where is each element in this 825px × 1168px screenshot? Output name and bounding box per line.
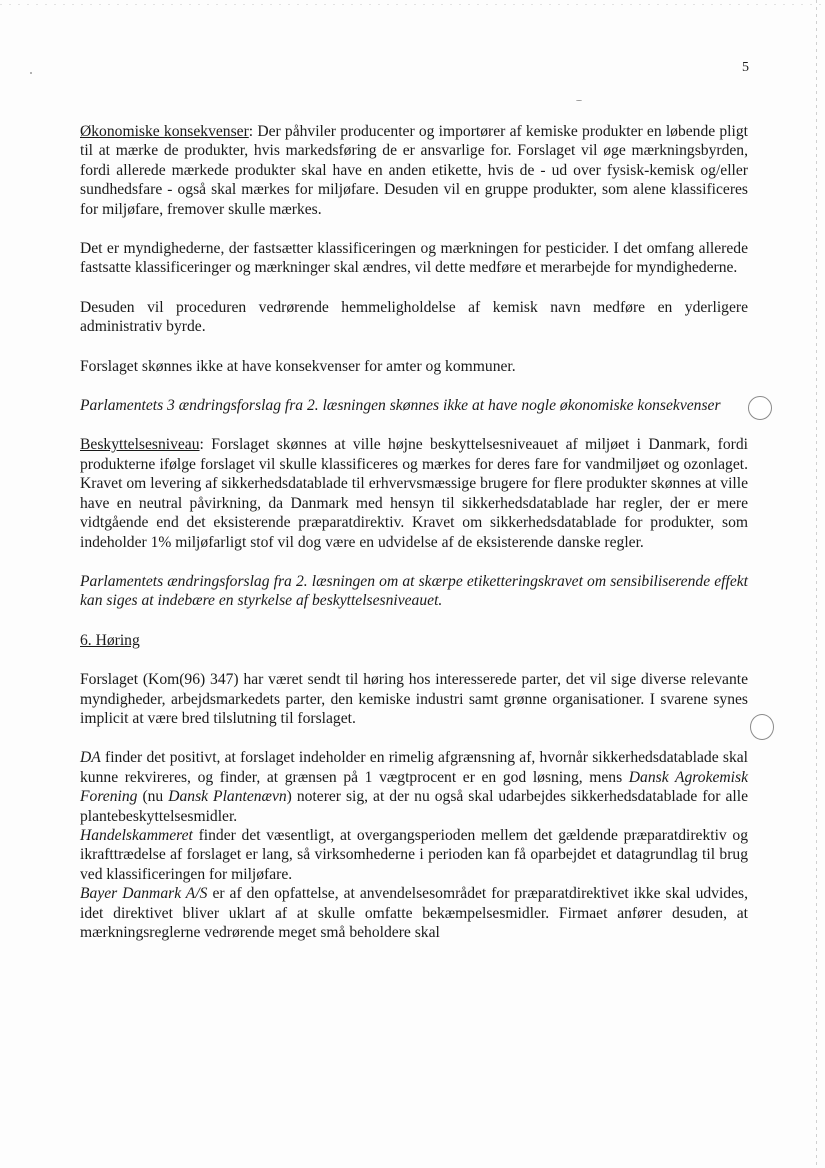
- paragraph-text: (nu: [137, 788, 169, 806]
- paragraph-protection-level: [80, 435, 748, 551]
- punch-hole-upper: [748, 396, 772, 420]
- paragraph-authorities: Det er myndighederne, der fastsætter klassificeringen og mærkningen for pesticider. I det omfang allerede fastsatte klassificeringer og mærkninger skal ændres, vil dette medføre et merarbejde for myndighederne.: [80, 240, 748, 277]
- paragraph-confidentiality: Desuden vil proceduren vedrørende hemmeligholdelse af kemisk navn medføre en yderligere administrativ byrde.: [80, 298, 748, 336]
- paragraph-handelskammeret: [80, 826, 748, 884]
- org-name: DA: [80, 749, 101, 767]
- paragraph-parliament-amendments-2: Parlamentets ændringsforslag fra 2. læsningen om at skærpe etiketteringskravet om sensibiliserende effekt kan siges at indebære en styrkelse af beskyttelsesniveauet.: [80, 572, 748, 610]
- paragraph-text: finder det væsentligt, at overgangsperioden mellem det gældende præparatdirektiv og ikrafttrædelse af forslaget er lang, så virksomhederne i perioden kan få oparbejdet et datagrundlag til brug ved klassificeringen for miljøfare.: [80, 826, 748, 883]
- section-label-protection: Beskyttelsesniveau: [80, 436, 200, 454]
- paragraph-economic-consequences: [80, 122, 748, 219]
- paragraph-text: ) noterer sig, at der nu også skal udarbejdes sikkerhedsdatablade for alle plantebeskyttelsesmidler.: [80, 788, 748, 825]
- section-heading-hearing: 6. Høring: [80, 631, 140, 649]
- scan-edge-top: [0, 4, 825, 5]
- scan-speck: [576, 100, 582, 101]
- paragraph-text: : Forslaget skønnes at ville højne beskyttelsesniveauet af miljøet i Danmark, fordi produkterne ifølge forslaget vil skulle klassificeres og mærkes for deres fare for vandmiljøet og ozonlaget. Kravet om levering af sikkerhedsdatablade til erhvervsmæssige brugere for flere produkter skønnes at ville have en neutral påvirkning, da Danmark med hensyn til sikkerhedsdatablade har regler, der er mere vidtgående end det eksisterende præparatdirektiv. Kravet om sikkerhedsdatablade for produkter, som indeholder 1% miljøfarligt stof vil dog være en udvidelse af de eksisterende danske regler.: [80, 436, 748, 551]
- scan-edge-right: [816, 0, 817, 1168]
- paragraph-text: finder det positivt, at forslaget indeholder en rimelig afgrænsning af, hvornår sikkerhedsdatablade skal kunne rekvireres, og finder, at grænsen på 1 vægtprocent er en god løsning, mens: [80, 749, 748, 786]
- paragraph-text: : Der påhviler producenter og importører af kemiske produkter en løbende pligt til at mærke de produkter, hvis markedsføring de er ansvarlige for. Forslaget vil øge mærkningsbyrden, fordi allerede mærkede produkter skal have en anden etikette, hvis de - ud over fysisk-kemisk og/eller sundhedsfare - også skal mærkes for miljøfare. Desuden vil en gruppe produkter, som alene klassificeres for miljøfare, fremover skulle mærkes.: [80, 123, 748, 218]
- org-name: Handelskammeret: [80, 826, 193, 844]
- page-number: 5: [742, 60, 749, 75]
- paragraph-counties: Forslaget skønnes ikke at have konsekvenser for amter og kommuner.: [80, 357, 516, 375]
- section-label-economic: Økonomiske konsekvenser: [80, 123, 249, 140]
- document-body: [80, 122, 748, 942]
- paragraph-da: [80, 748, 748, 826]
- org-name: Dansk Plantenævn: [168, 788, 287, 806]
- punch-hole-lower: [750, 714, 774, 740]
- paragraph-parliament-amendments-1: Parlamentets 3 ændringsforslag fra 2. læsningen skønnes ikke at have nogle økonomiske konsekvenser: [80, 397, 721, 415]
- paragraph-bayer: [80, 884, 748, 942]
- org-name: Dansk Agrokemisk Forening: [80, 768, 749, 806]
- paragraph-text: er af den opfattelse, at anvendelsesområdet for præparatdirektivet ikke skal udvides, idet direktivet bliver uklart af at skulle omfatte bekæmpelsesmidler. Firmaet anfører desuden, at mærkningsreglerne vedrørende meget små beholdere skal: [80, 885, 748, 941]
- org-name: Bayer Danmark A/S: [80, 885, 208, 903]
- paragraph-hearing: Forslaget (Kom(96) 347) har været sendt til høring hos interesserede parter, det vil sige diverse relevante myndigheder, arbejdsmarkedets parter, den kemiske industri samt grønne organisationer. I svarene synes implicit at være bred tilslutning til forslaget.: [80, 671, 748, 727]
- scan-speck: [30, 72, 32, 74]
